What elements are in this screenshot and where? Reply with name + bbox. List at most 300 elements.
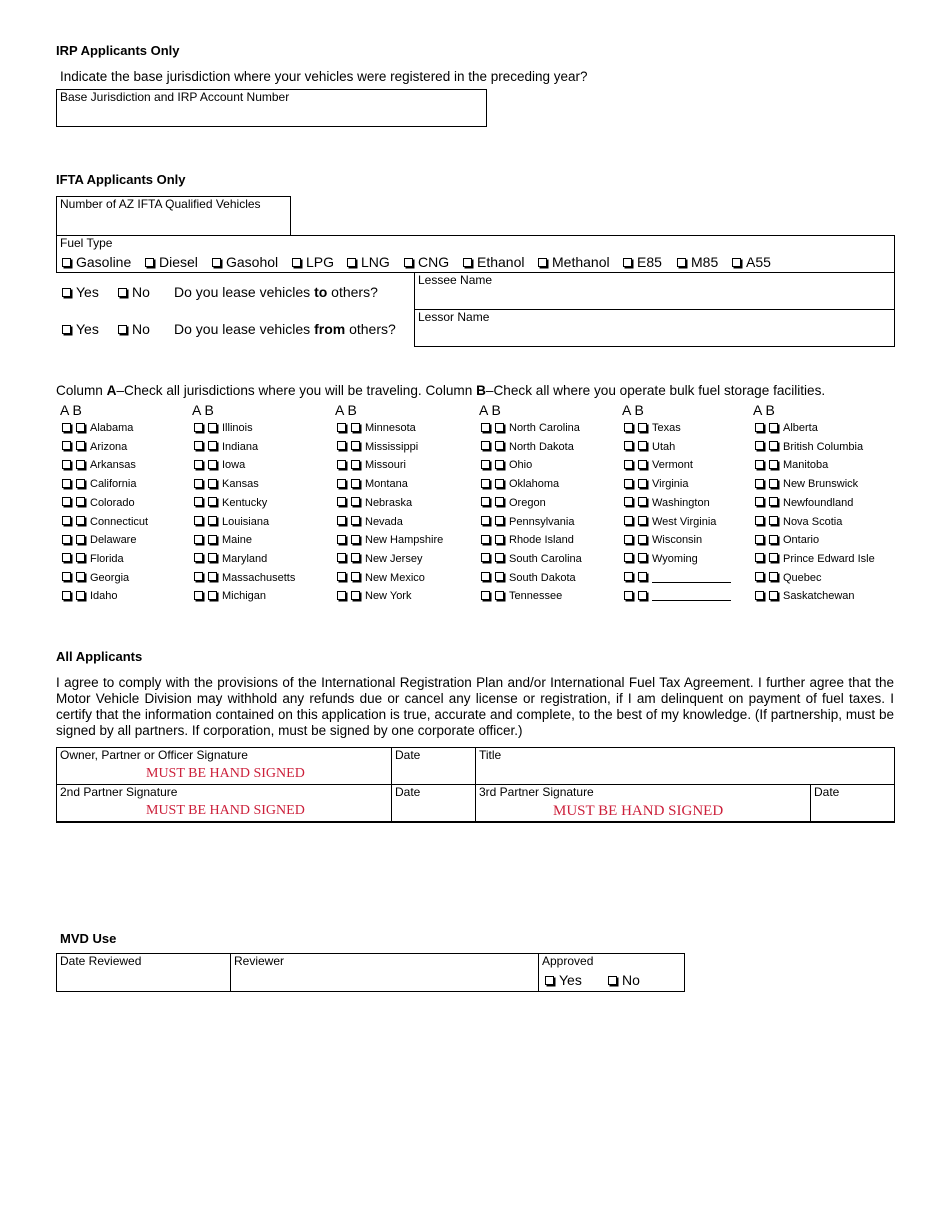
jurisdiction-name: Washington [652, 496, 710, 509]
column-b-checkbox[interactable] [495, 516, 504, 525]
column-a-checkbox[interactable] [481, 479, 490, 488]
approved-label: Approved [542, 954, 594, 968]
jurisdiction-name: Alabama [90, 422, 134, 434]
column-b-checkbox[interactable] [638, 497, 647, 506]
jurisdiction-name: Virginia [652, 478, 689, 491]
jurisdiction-name: New Brunswick [783, 478, 859, 491]
jurisdiction-row [337, 441, 418, 453]
jurisdiction-row [62, 553, 124, 565]
column-b-checkbox[interactable] [76, 423, 85, 432]
jurisdiction-row [481, 534, 574, 546]
jurisdiction-name: Manitoba [783, 459, 829, 472]
column-b-checkbox[interactable] [495, 535, 504, 544]
column-b-checkbox[interactable] [76, 572, 85, 581]
checkbox-icon [145, 258, 154, 267]
column-a-checkbox[interactable] [481, 441, 490, 450]
jurisdiction-name: South Carolina [509, 552, 582, 565]
lease-from-yes[interactable]: Yes [62, 321, 99, 337]
jurisdiction-row [755, 534, 819, 546]
jurisdiction-name: West Virginia [652, 515, 717, 528]
jurisdiction-name: Pennsylvania [509, 515, 575, 528]
jurisdiction-row [624, 590, 731, 602]
jurisdiction-row [62, 422, 133, 434]
column-a-checkbox[interactable] [624, 516, 633, 525]
column-a-checkbox[interactable] [194, 572, 203, 581]
column-b-checkbox[interactable] [638, 572, 647, 581]
jurisdiction-row [194, 590, 266, 602]
jurisdiction-name: Indiana [222, 440, 259, 453]
column-b-checkbox[interactable] [208, 516, 217, 525]
fuel-type-option[interactable]: Gasoline [62, 254, 131, 270]
column-a-checkbox[interactable] [337, 460, 346, 469]
jurisdiction-name: Kentucky [222, 496, 268, 509]
column-a-checkbox[interactable] [337, 591, 346, 600]
jurisdiction-row [62, 459, 136, 471]
jurisdiction-name: New Hampshire [365, 534, 444, 547]
column-b-checkbox[interactable] [76, 479, 85, 488]
jurisdiction-row [624, 441, 675, 453]
jurisdiction-row [337, 572, 425, 584]
approved-no[interactable]: No [608, 972, 640, 988]
jurisdiction-name: Oklahoma [509, 478, 560, 491]
partner3-signature-label: 3rd Partner Signature [479, 785, 594, 799]
jurisdiction-row [755, 497, 853, 509]
column-ab-header: A B [192, 402, 214, 418]
jurisdiction-name: British Columbia [783, 440, 864, 453]
column-a-checkbox[interactable] [194, 441, 203, 450]
column-b-checkbox[interactable] [769, 441, 778, 450]
column-b-checkbox[interactable] [769, 516, 778, 525]
column-a-checkbox[interactable] [337, 553, 346, 562]
jurisdiction-row [194, 553, 267, 565]
column-a-checkbox[interactable] [481, 516, 490, 525]
jurisdiction-name: North Carolina [509, 422, 580, 434]
irp-account-label: Base Jurisdiction and IRP Account Number [60, 90, 290, 104]
column-a-checkbox[interactable] [755, 591, 764, 600]
fuel-type-option[interactable]: CNG [404, 254, 449, 270]
jurisdiction-name: Delaware [90, 534, 137, 547]
column-b-checkbox[interactable] [76, 553, 85, 562]
column-b-checkbox[interactable] [769, 535, 778, 544]
column-b-checkbox[interactable] [208, 535, 217, 544]
jurisdiction-row [62, 572, 129, 584]
checkbox-icon [62, 325, 71, 334]
jurisdiction-name: Illinois [222, 422, 253, 434]
column-b-checkbox[interactable] [351, 516, 360, 525]
column-b-checkbox[interactable] [769, 591, 778, 600]
jurisdiction-row [481, 459, 532, 471]
jurisdiction-row [481, 441, 574, 453]
fuel-type-option[interactable]: LPG [292, 254, 334, 270]
jurisdiction-row [62, 516, 148, 528]
jurisdiction-row [194, 497, 267, 509]
jurisdiction-row [624, 422, 681, 434]
column-b-checkbox[interactable] [638, 553, 647, 562]
column-b-checkbox[interactable] [351, 441, 360, 450]
mvd-heading: MVD Use [60, 931, 117, 946]
column-b-checkbox[interactable] [769, 572, 778, 581]
column-b-checkbox[interactable] [769, 497, 778, 506]
ifta-heading: IFTA Applicants Only [56, 172, 186, 187]
column-b-checkbox[interactable] [769, 553, 778, 562]
checkbox-icon [62, 288, 71, 297]
checkbox-icon [118, 288, 127, 297]
column-a-checkbox[interactable] [194, 553, 203, 562]
column-b-checkbox[interactable] [208, 553, 217, 562]
jurisdiction-name: Arkansas [90, 459, 136, 472]
column-a-checkbox[interactable] [481, 460, 490, 469]
column-a-checkbox[interactable] [194, 516, 203, 525]
jurisdiction-row [755, 572, 822, 584]
jurisdiction-row [194, 441, 258, 453]
column-a-checkbox[interactable] [62, 516, 71, 525]
jurisdiction-name: California [90, 478, 137, 491]
jurisdiction-row [481, 516, 574, 528]
jurisdiction-row [755, 590, 855, 602]
jurisdiction-row [194, 516, 269, 528]
column-b-checkbox[interactable] [351, 479, 360, 488]
column-b-checkbox[interactable] [351, 572, 360, 581]
jurisdiction-name: Tennessee [509, 590, 563, 603]
lease-to-no[interactable]: No [118, 284, 150, 300]
jurisdiction-row [337, 590, 411, 602]
reviewer-label: Reviewer [234, 954, 285, 968]
jurisdiction-row [194, 478, 259, 490]
jurisdiction-name: Texas [652, 422, 681, 434]
column-b-checkbox[interactable] [351, 553, 360, 562]
column-b-checkbox[interactable] [495, 460, 504, 469]
jurisdiction-row [624, 478, 689, 490]
partner3-date-field[interactable] [810, 784, 895, 823]
jurisdiction-row [481, 553, 582, 565]
lessor-name-label: Lessor Name [418, 310, 490, 324]
column-a-checkbox[interactable] [755, 572, 764, 581]
jurisdiction-name: New York [365, 590, 412, 603]
column-b-checkbox[interactable] [351, 591, 360, 600]
jurisdiction-row [755, 478, 858, 490]
fuel-type-option[interactable]: Gasohol [212, 254, 278, 270]
column-b-checkbox[interactable] [351, 423, 360, 432]
column-a-checkbox[interactable] [624, 423, 633, 432]
column-a-checkbox[interactable] [194, 535, 203, 544]
jurisdiction-name: Utah [652, 440, 676, 453]
column-a-checkbox[interactable] [755, 479, 764, 488]
jurisdiction-row [62, 534, 136, 546]
column-a-checkbox[interactable] [62, 591, 71, 600]
column-b-checkbox[interactable] [638, 479, 647, 488]
jurisdiction-row [194, 422, 253, 434]
approved-yes[interactable]: Yes [545, 972, 582, 988]
date-reviewed-field[interactable] [56, 953, 231, 992]
jurisdiction-row [337, 459, 406, 471]
column-a-checkbox[interactable] [624, 535, 633, 544]
checkbox-icon [404, 258, 413, 267]
column-a-checkbox[interactable] [337, 535, 346, 544]
column-a-checkbox[interactable] [624, 441, 633, 450]
jurisdiction-name: Wyoming [652, 552, 698, 565]
column-a-checkbox[interactable] [481, 535, 490, 544]
column-a-checkbox[interactable] [62, 441, 71, 450]
jurisdiction-row [624, 553, 698, 565]
jurisdiction-name: Quebec [783, 571, 822, 584]
lease-to-question: Do you lease vehicles to others? [174, 284, 378, 300]
jurisdiction-row [337, 553, 422, 565]
column-b-checkbox[interactable] [351, 535, 360, 544]
jurisdiction-name: Rhode Island [509, 534, 574, 547]
jurisdiction-name: South Dakota [509, 571, 576, 584]
column-b-checkbox[interactable] [208, 497, 217, 506]
column-a-checkbox[interactable] [62, 497, 71, 506]
column-b-checkbox[interactable] [208, 460, 217, 469]
column-a-checkbox[interactable] [624, 572, 633, 581]
jurisdiction-row [62, 441, 127, 453]
jurisdiction-name: Kansas [222, 478, 259, 491]
lease-from-no[interactable]: No [118, 321, 150, 337]
jurisdiction-name: Florida [90, 552, 124, 565]
column-b-checkbox[interactable] [208, 441, 217, 450]
column-b-checkbox[interactable] [76, 460, 85, 469]
jurisdiction-row [481, 478, 559, 490]
reviewer-field[interactable] [230, 953, 539, 992]
jurisdiction-name: Ohio [509, 459, 533, 472]
jurisdiction-row [194, 534, 252, 546]
column-b-checkbox[interactable] [495, 553, 504, 562]
jurisdiction-name: Connecticut [90, 515, 149, 528]
column-ab-header: A B [60, 402, 82, 418]
column-a-checkbox[interactable] [755, 497, 764, 506]
irp-question: Indicate the base jurisdiction where your vehicles were registered in the preceding year? [60, 69, 588, 84]
jurisdiction-row [624, 497, 710, 509]
jurisdiction-row [624, 459, 693, 471]
column-b-checkbox[interactable] [769, 479, 778, 488]
jurisdiction-name: Alberta [783, 422, 818, 434]
column-b-checkbox[interactable] [769, 423, 778, 432]
lessee-name-field[interactable] [414, 272, 895, 310]
checkbox-icon [463, 258, 472, 267]
partner3-signature-field[interactable] [475, 784, 811, 823]
column-a-checkbox[interactable] [337, 441, 346, 450]
owner-signature-field[interactable] [56, 747, 392, 785]
partner2-date-field[interactable] [391, 784, 476, 823]
column-b-checkbox[interactable] [495, 572, 504, 581]
column-b-checkbox[interactable] [208, 591, 217, 600]
column-b-checkbox[interactable] [495, 441, 504, 450]
checkbox-icon [623, 258, 632, 267]
jurisdiction-row [194, 459, 245, 471]
column-a-checkbox[interactable] [62, 553, 71, 562]
hand-signed-note: MUST BE HAND SIGNED [146, 803, 305, 818]
column-b-checkbox[interactable] [638, 423, 647, 432]
column-a-checkbox[interactable] [194, 591, 203, 600]
date-reviewed-label: Date Reviewed [60, 954, 142, 968]
checkbox-icon [677, 258, 686, 267]
column-b-checkbox[interactable] [769, 460, 778, 469]
jurisdiction-row [337, 497, 412, 509]
column-a-checkbox[interactable] [481, 572, 490, 581]
column-b-checkbox[interactable] [351, 460, 360, 469]
column-a-checkbox[interactable] [755, 441, 764, 450]
jurisdiction-instructions: Column A–Check all jurisdictions where you will be traveling. Column B–Check all where you operate bulk fuel storage facilities. [56, 383, 826, 398]
jurisdiction-name: Mississippi [365, 440, 419, 453]
checkbox-icon [545, 976, 554, 985]
column-a-checkbox[interactable] [624, 460, 633, 469]
column-a-checkbox[interactable] [194, 460, 203, 469]
fuel-type-option[interactable]: E85 [623, 254, 662, 270]
jurisdiction-row [337, 478, 408, 490]
jurisdiction-name: Iowa [222, 459, 246, 472]
column-b-checkbox[interactable] [76, 497, 85, 506]
lease-from-question: Do you lease vehicles from others? [174, 321, 396, 337]
column-a-checkbox[interactable] [481, 423, 490, 432]
column-b-checkbox[interactable] [208, 423, 217, 432]
checkbox-icon [292, 258, 301, 267]
column-b-checkbox[interactable] [76, 591, 85, 600]
jurisdiction-name: Wisconsin [652, 534, 703, 547]
fuel-type-label: Fuel Type [60, 236, 113, 250]
jurisdiction-row [481, 572, 576, 584]
jurisdiction-row [337, 422, 416, 434]
jurisdiction-row [624, 572, 731, 584]
column-a-checkbox[interactable] [337, 497, 346, 506]
column-a-checkbox[interactable] [62, 479, 71, 488]
column-ab-header: A B [479, 402, 501, 418]
column-a-checkbox[interactable] [755, 516, 764, 525]
column-a-checkbox[interactable] [194, 423, 203, 432]
jurisdiction-row [481, 422, 580, 434]
column-b-checkbox[interactable] [76, 441, 85, 450]
jurisdiction-name: Oregon [509, 496, 546, 509]
irp-account-field[interactable] [56, 89, 487, 127]
jurisdiction-name: Saskatchewan [783, 590, 855, 603]
column-a-checkbox[interactable] [194, 497, 203, 506]
column-b-checkbox[interactable] [638, 535, 647, 544]
approved-field [538, 953, 685, 992]
column-a-checkbox[interactable] [755, 423, 764, 432]
column-a-checkbox[interactable] [481, 591, 490, 600]
column-a-checkbox[interactable] [624, 591, 633, 600]
jurisdiction-name: Nevada [365, 515, 403, 528]
jurisdiction-row [624, 534, 702, 546]
column-ab-header: A B [753, 402, 775, 418]
owner-signature-label: Owner, Partner or Officer Signature [60, 748, 248, 762]
fuel-type-option[interactable]: Diesel [145, 254, 198, 270]
jurisdiction-row [481, 497, 546, 509]
jurisdiction-row [624, 516, 716, 528]
column-a-checkbox[interactable] [481, 553, 490, 562]
fuel-type-option[interactable]: LNG [347, 254, 390, 270]
column-a-checkbox[interactable] [194, 479, 203, 488]
column-a-checkbox[interactable] [337, 572, 346, 581]
other-jurisdiction-blank[interactable] [652, 591, 722, 601]
column-a-checkbox[interactable] [624, 553, 633, 562]
column-a-checkbox[interactable] [755, 460, 764, 469]
jurisdiction-row [755, 459, 828, 471]
column-b-checkbox[interactable] [638, 460, 647, 469]
fuel-type-option[interactable]: M85 [677, 254, 718, 270]
jurisdiction-row [62, 497, 135, 509]
jurisdiction-row [755, 516, 842, 528]
jurisdiction-name: Maine [222, 534, 252, 547]
hand-signed-note: MUST BE HAND SIGNED [146, 766, 305, 781]
column-b-checkbox[interactable] [638, 516, 647, 525]
column-b-checkbox[interactable] [208, 479, 217, 488]
jurisdiction-name: Montana [365, 478, 408, 491]
column-a-checkbox[interactable] [481, 497, 490, 506]
jurisdiction-row [62, 478, 136, 490]
jurisdiction-name: New Jersey [365, 552, 423, 565]
fuel-type-option[interactable]: A55 [732, 254, 771, 270]
checkbox-icon [732, 258, 741, 267]
partner2-signature-field[interactable] [56, 784, 392, 823]
jurisdiction-row [194, 572, 295, 584]
column-a-checkbox[interactable] [337, 479, 346, 488]
jurisdiction-name: Ontario [783, 534, 820, 547]
jurisdiction-name: Idaho [90, 590, 118, 603]
column-a-checkbox[interactable] [755, 553, 764, 562]
column-b-checkbox[interactable] [495, 591, 504, 600]
agreement-text: I agree to comply with the provisions of the International Registration Plan and/or International Fuel Tax Agreement. I further agree that the Motor Vehicle Division may withhold any refunds due or cancel any license or registration, if I am delinquent on payment of fuel taxes. I certify that the information contained on this application is true, accurate and complete, to the best of my knowledge. (If partnership, must be signed by all partners. If corporation, must be signed by one corporate officer.) [56, 675, 894, 738]
column-b-checkbox[interactable] [76, 516, 85, 525]
column-b-checkbox[interactable] [208, 572, 217, 581]
owner-date-field[interactable] [391, 747, 476, 785]
partner2-signature-label: 2nd Partner Signature [60, 785, 178, 799]
date-label: Date [395, 785, 421, 799]
column-a-checkbox[interactable] [337, 423, 346, 432]
column-a-checkbox[interactable] [62, 535, 71, 544]
column-b-checkbox[interactable] [76, 535, 85, 544]
hand-signed-note: MUST BE HAND SIGNED [553, 803, 724, 819]
lease-to-yes[interactable]: Yes [62, 284, 99, 300]
title-label: Title [479, 748, 502, 762]
column-b-checkbox[interactable] [638, 441, 647, 450]
column-b-checkbox[interactable] [495, 497, 504, 506]
title-field[interactable] [475, 747, 895, 785]
jurisdiction-row [755, 441, 863, 453]
other-jurisdiction-blank[interactable] [652, 573, 722, 583]
jurisdiction-name: Missouri [365, 459, 406, 472]
column-b-checkbox[interactable] [638, 591, 647, 600]
column-a-checkbox[interactable] [62, 460, 71, 469]
column-a-checkbox[interactable] [337, 516, 346, 525]
column-b-checkbox[interactable] [495, 479, 504, 488]
column-ab-header: A B [622, 402, 644, 418]
column-a-checkbox[interactable] [755, 535, 764, 544]
column-a-checkbox[interactable] [62, 423, 71, 432]
column-a-checkbox[interactable] [624, 497, 633, 506]
fuel-type-option[interactable]: Methanol [538, 254, 610, 270]
checkbox-icon [347, 258, 356, 267]
column-a-checkbox[interactable] [624, 479, 633, 488]
jurisdiction-name: Nova Scotia [783, 515, 843, 528]
lessee-name-label: Lessee Name [418, 273, 493, 287]
column-a-checkbox[interactable] [62, 572, 71, 581]
checkbox-icon [212, 258, 221, 267]
jurisdiction-row [62, 590, 118, 602]
jurisdiction-name: Arizona [90, 440, 128, 453]
jurisdiction-name: Prince Edward Isle [783, 552, 875, 565]
date-label: Date [814, 785, 840, 799]
fuel-type-option[interactable]: Ethanol [463, 254, 524, 270]
column-b-checkbox[interactable] [351, 497, 360, 506]
ifta-vehicles-label: Number of AZ IFTA Qualified Vehicles [60, 197, 261, 211]
jurisdiction-row [755, 422, 818, 434]
column-b-checkbox[interactable] [495, 423, 504, 432]
checkbox-icon [62, 258, 71, 267]
ifta-vehicles-field[interactable] [56, 196, 291, 236]
jurisdiction-name: Georgia [90, 571, 130, 584]
jurisdiction-name: Nebraska [365, 496, 413, 509]
lessor-name-field[interactable] [414, 309, 895, 347]
